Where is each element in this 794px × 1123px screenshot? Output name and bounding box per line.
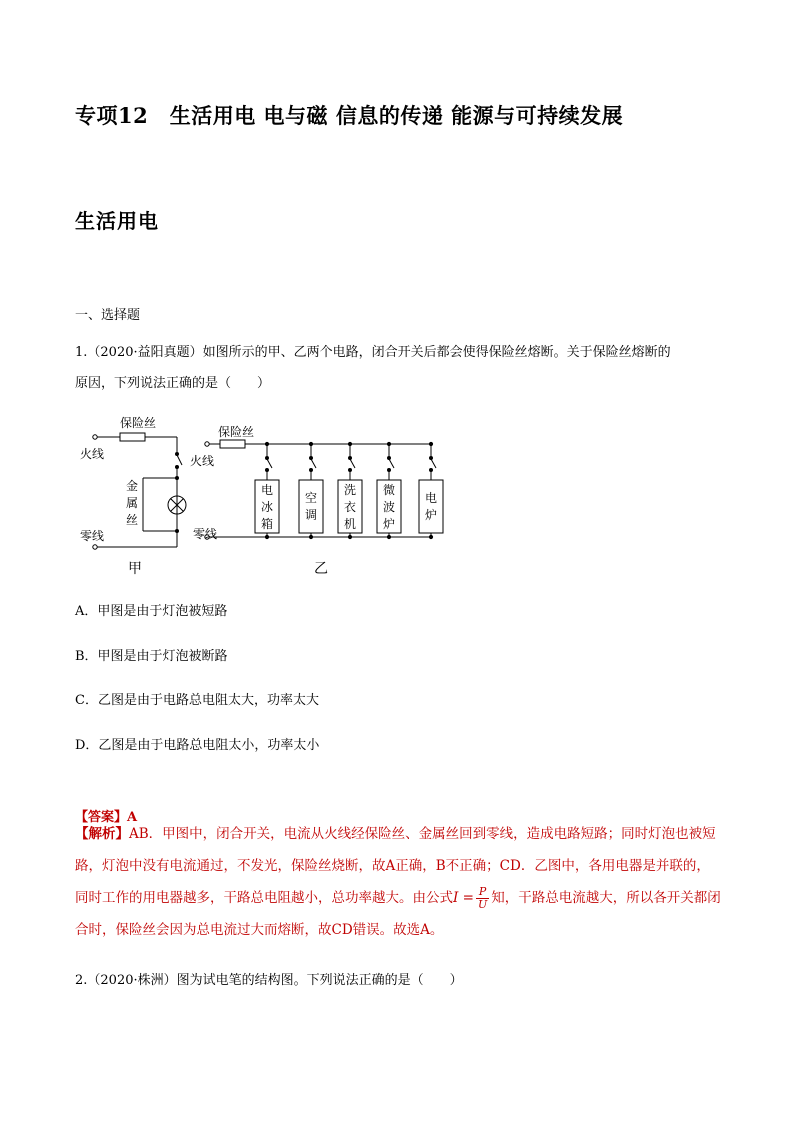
appliance-switch (350, 459, 355, 468)
page-title: 专项12 生活用电 电与磁 信息的传递 能源与可持续发展 (75, 103, 624, 128)
appliance-label: 机 (343, 517, 357, 531)
explanation (75, 818, 723, 946)
appliance-label: 波 (382, 500, 396, 514)
formula-denominator: U (477, 898, 488, 911)
appliance-label: 冰 (260, 500, 274, 514)
appliance-label: 微 (382, 483, 396, 497)
junction-dot (348, 535, 351, 538)
appliance-switch (389, 459, 394, 468)
jia-live-terminal (93, 435, 97, 439)
yi-caption: 乙 (314, 561, 328, 577)
question-1-line-2: 原因，下列说法正确的是（ ） (75, 376, 271, 391)
option-d: D．乙图是由于电路总电阻太小，功率太小 (75, 738, 320, 753)
metal-wire-label-3: 丝 (126, 513, 139, 527)
appliance-label: 箱 (260, 517, 274, 531)
metal-wire-label-2: 属 (126, 496, 139, 510)
yi-live-terminal (205, 442, 209, 446)
junction-dot (429, 535, 432, 538)
explanation-text-2: 知，干路总电流越大，所以各开关都闭合时，保险丝会因为总电流过大而熔断，故CD错误。故选A。 (75, 890, 721, 938)
option-a: A．甲图是由于灯泡被短路 (75, 604, 228, 619)
jia-fuse-label: 保险丝 (120, 416, 157, 430)
question-2-line-1: 2.（2020·株洲）图为试电笔的结构图。下列说法正确的是（ ） (75, 973, 463, 988)
junction-dot (265, 535, 268, 538)
appliance-label: 空 (304, 491, 318, 505)
jia-caption: 甲 (128, 561, 142, 577)
appliance-box (299, 480, 323, 533)
junction-dot (387, 535, 390, 538)
explanation-text-1: AB．甲图中，闭合开关，电流从火线经保险丝、金属丝回到零线，造成电路短路；同时灯泡也被短路，灯泡中没有电流通过，不发光，保险丝烧断，故A正确，B不正确；CD．乙图中，各用电器是并联的，同时工作的用电器越多，干路总电阻越小，总功率越大。由公式 (75, 826, 716, 906)
junction-dot (309, 535, 312, 538)
appliance-label: 调 (304, 508, 318, 522)
appliance-switch (311, 459, 316, 468)
part-heading: 一、选择题 (75, 308, 141, 323)
appliance-label: 炉 (424, 508, 438, 522)
jia-live-label: 火线 (80, 447, 105, 461)
question-1-line-1: 1.（2020·益阳真题）如图所示的甲、乙两个电路，闭合开关后都会使得保险丝熔断。关于保险丝熔断的 (75, 345, 671, 360)
option-c: C．乙图是由于电路总电阻太大，功率太大 (75, 693, 319, 708)
formula-lhs: I = (453, 890, 474, 906)
appliance-switch (431, 459, 436, 468)
yi-live-label: 火线 (190, 454, 215, 468)
jia-fuse (120, 433, 145, 441)
section-heading: 生活用电 (75, 209, 159, 233)
appliance-box (419, 480, 443, 533)
formula-fraction (476, 886, 489, 911)
yi-fuse (220, 440, 245, 448)
explanation-tag: 【解析】 (75, 826, 129, 842)
answer: 【答案】A (75, 810, 138, 825)
jia-neutral-label: 零线 (80, 529, 105, 543)
appliance-label: 洗 (343, 483, 357, 497)
option-b: B．甲图是由于灯泡被断路 (75, 649, 228, 664)
jia-neutral-terminal (93, 545, 97, 549)
metal-wire-label-1: 金 (126, 479, 139, 493)
yi-neutral-label: 零线 (193, 527, 218, 541)
appliance-label: 电 (424, 491, 438, 505)
appliance-label: 衣 (343, 500, 357, 514)
jia-switch (177, 455, 182, 465)
circuit-diagram (70, 410, 470, 585)
appliance-switch (267, 459, 272, 468)
appliance-label: 电 (260, 483, 274, 497)
yi-fuse-label: 保险丝 (218, 425, 255, 439)
appliance-label: 炉 (382, 517, 396, 531)
formula-numerator: P (476, 886, 489, 899)
